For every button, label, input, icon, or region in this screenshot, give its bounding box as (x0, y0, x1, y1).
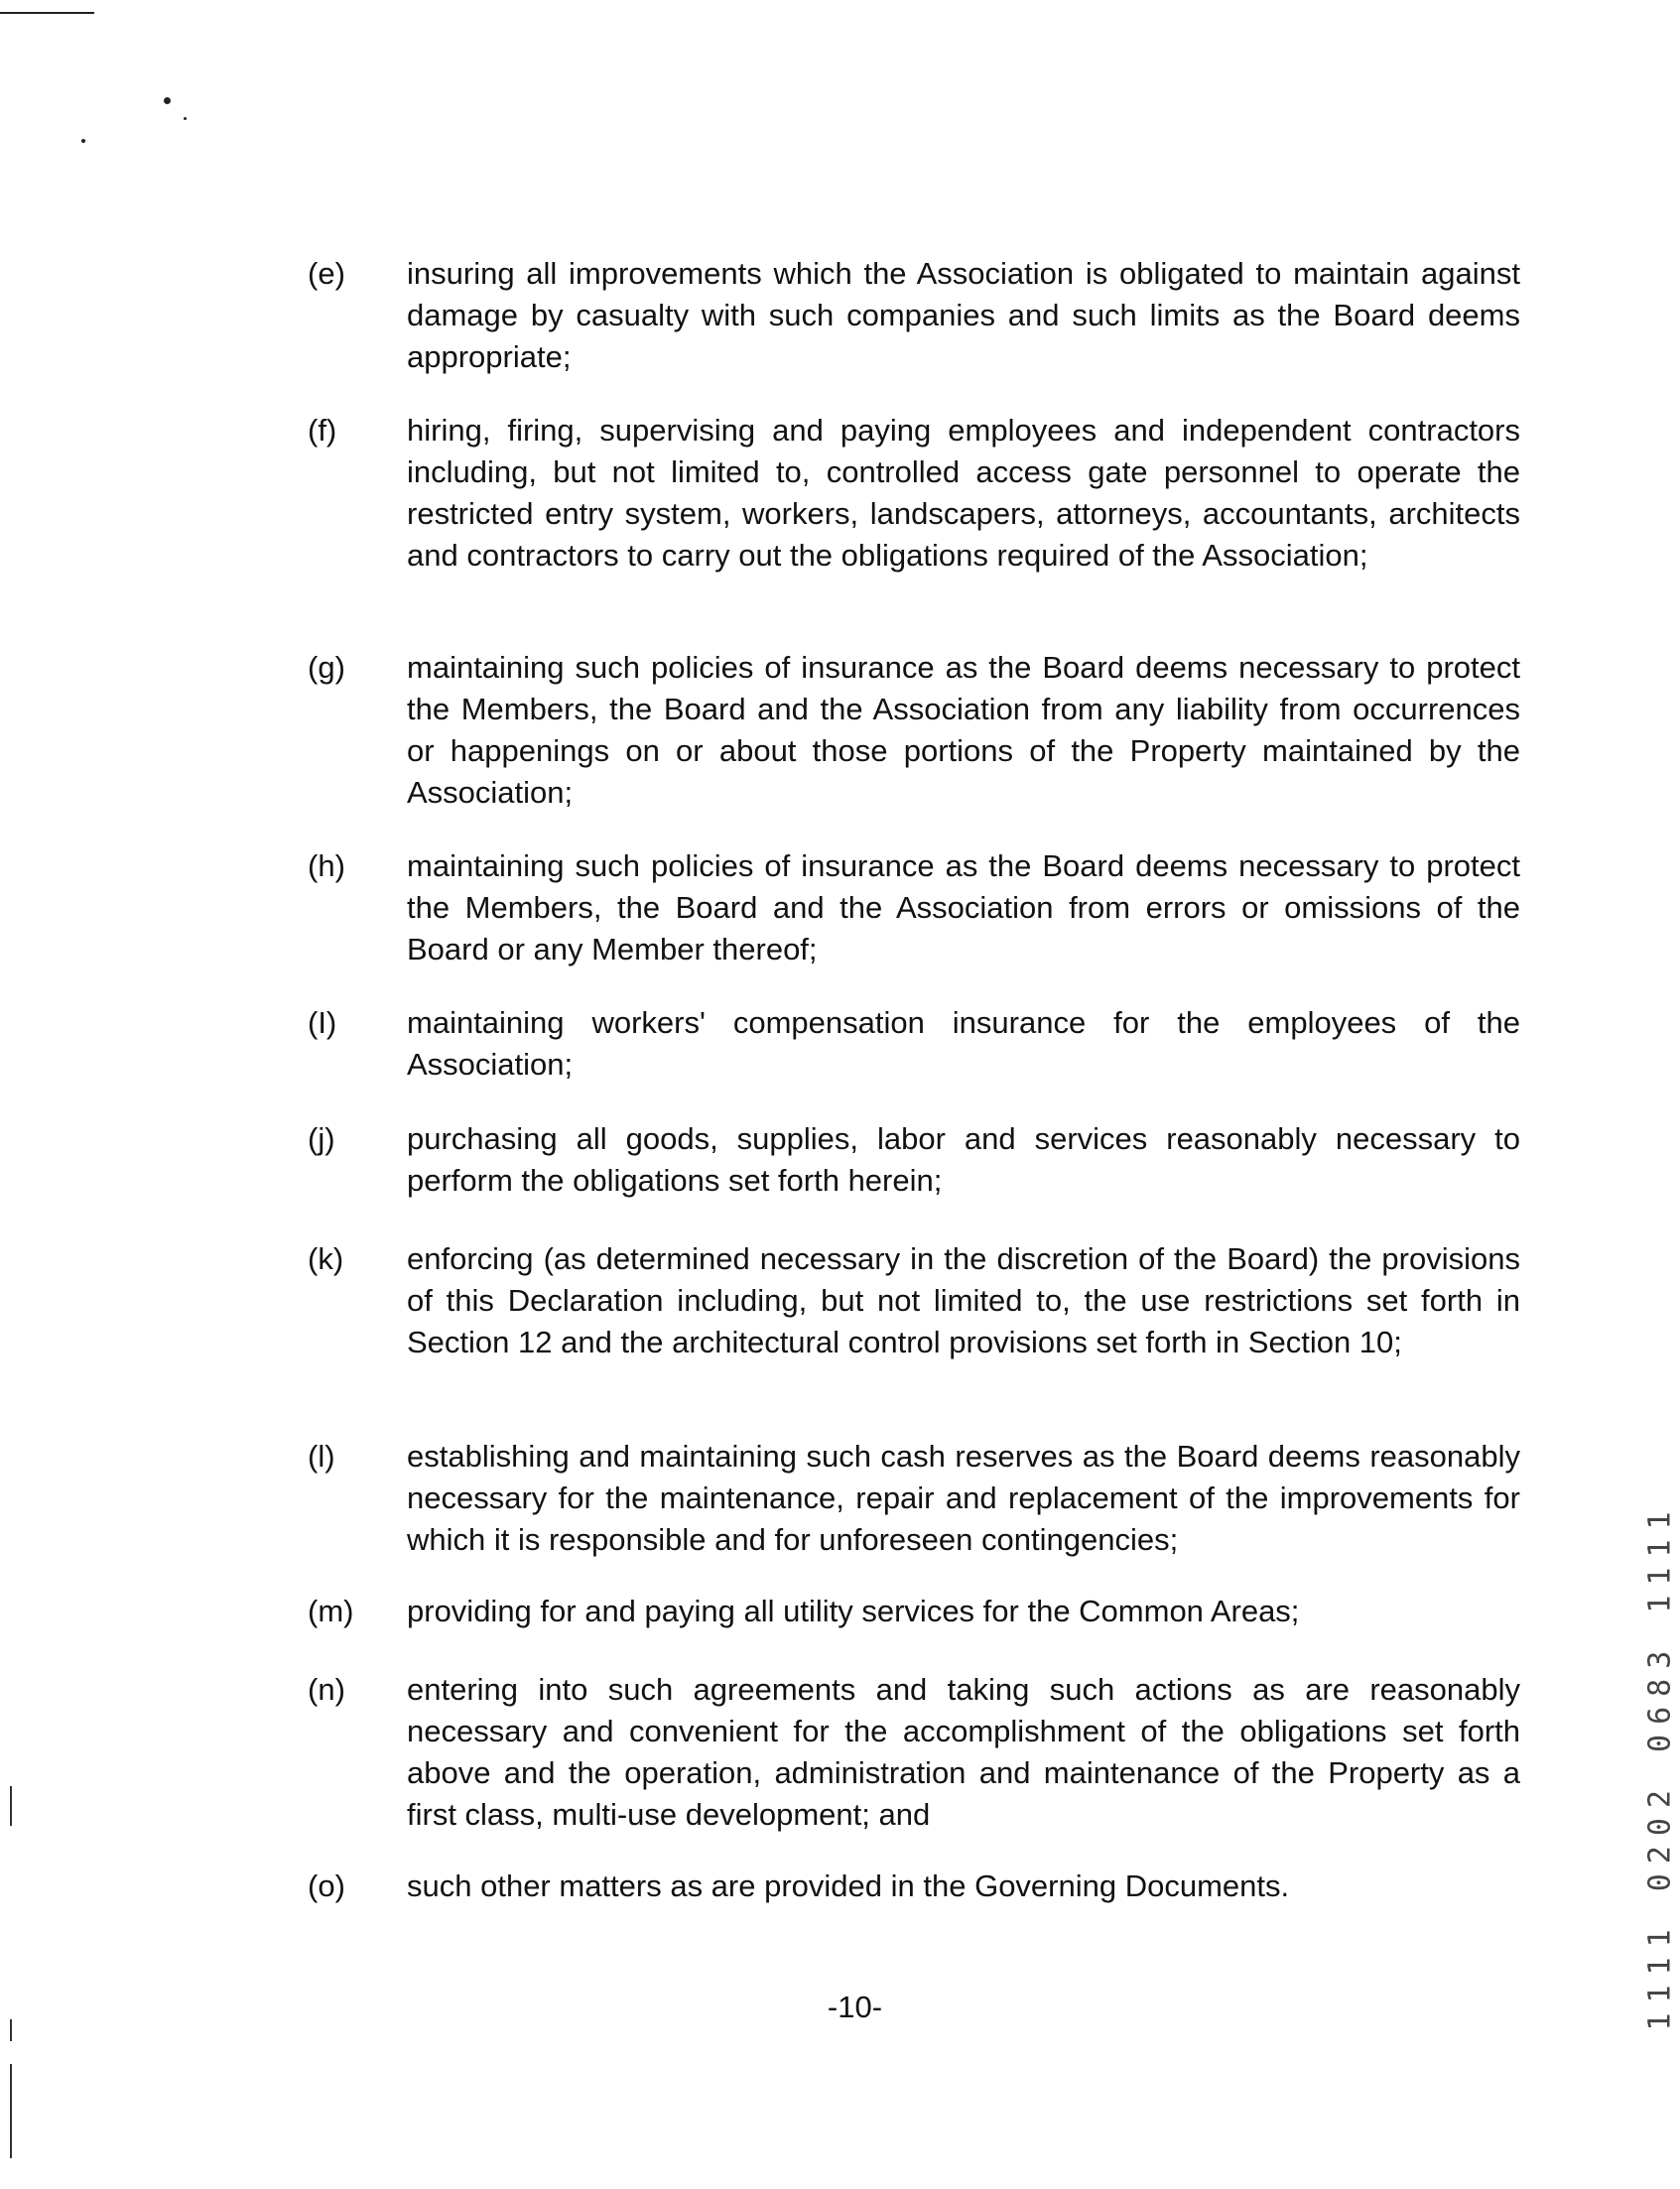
item-label: (I) (308, 1005, 337, 1040)
page-number: -10- (827, 1990, 883, 2024)
item-label: (l) (308, 1439, 335, 1474)
item-text: hiring, firing, supervising and paying employees and independent contractors including, but not limited to, controlled access gate personnel to operate the restricted entry system, workers, landscapers, attorneys, accountants, architects and contractors to carry out the obligations required of the Association; (407, 413, 1520, 573)
item-label: (h) (308, 848, 345, 883)
item-label: (k) (308, 1241, 344, 1276)
item-text: entering into such agreements and taking such actions as are reasonably necessary and convenient for the accomplishment of the obligations set forth above and the operation, administration and maintenance of the Property as a first class, multi-use development; and (407, 1672, 1520, 1832)
item-label: (n) (308, 1672, 345, 1707)
margin-stamp (1642, 1501, 1678, 2031)
item-label: (e) (308, 256, 345, 291)
item-text: maintaining workers' compensation insurance for the employees of the Association; (407, 1005, 1520, 1082)
item-text: maintaining such policies of insurance as the Board deems necessary to protect the Members, the Board and the Association from any liability from occurrences or happenings on or about those portions of the Property maintained by the Association; (407, 650, 1520, 810)
scan-edge-line (10, 1786, 12, 1826)
item-text: purchasing all goods, supplies, labor and services reasonably necessary to perform the obligations set forth herein; (407, 1121, 1520, 1198)
item-label: (f) (308, 413, 337, 448)
item-text: insuring all improvements which the Association is obligated to maintain against damage by casualty with such companies and such limits as the Board deems appropriate; (407, 256, 1520, 374)
item-label: (m) (308, 1594, 354, 1628)
scan-top-rule (0, 12, 94, 14)
scan-edge-line (10, 2064, 12, 2158)
item-label: (j) (308, 1121, 335, 1156)
item-text: establishing and maintaining such cash reserves as the Board deems reasonably necessary for the maintenance, repair and replacement of the improvements for which it is responsible and for unforeseen contingencies; (407, 1439, 1520, 1557)
scan-speck (81, 139, 85, 143)
item-label: (g) (308, 650, 345, 685)
item-text: such other matters as are provided in the Governing Documents. (407, 1868, 1290, 1903)
item-label: (o) (308, 1868, 345, 1903)
scan-speck (184, 117, 187, 120)
scan-speck (164, 97, 171, 104)
item-text: maintaining such policies of insurance as the Board deems necessary to protect the Members, the Board and the Association from errors or omissions of the Board or any Member thereof; (407, 848, 1520, 966)
item-text: providing for and paying all utility services for the Common Areas; (407, 1594, 1300, 1628)
item-text: enforcing (as determined necessary in the discretion of the Board) the provisions of this Declaration including, but not limited to, the use restrictions set forth in Section 12 and the architectural control provisions set forth in Section 10; (407, 1241, 1520, 1359)
margin-stamp-text: 1111 0202 0683 1111 (1642, 1501, 1678, 2031)
